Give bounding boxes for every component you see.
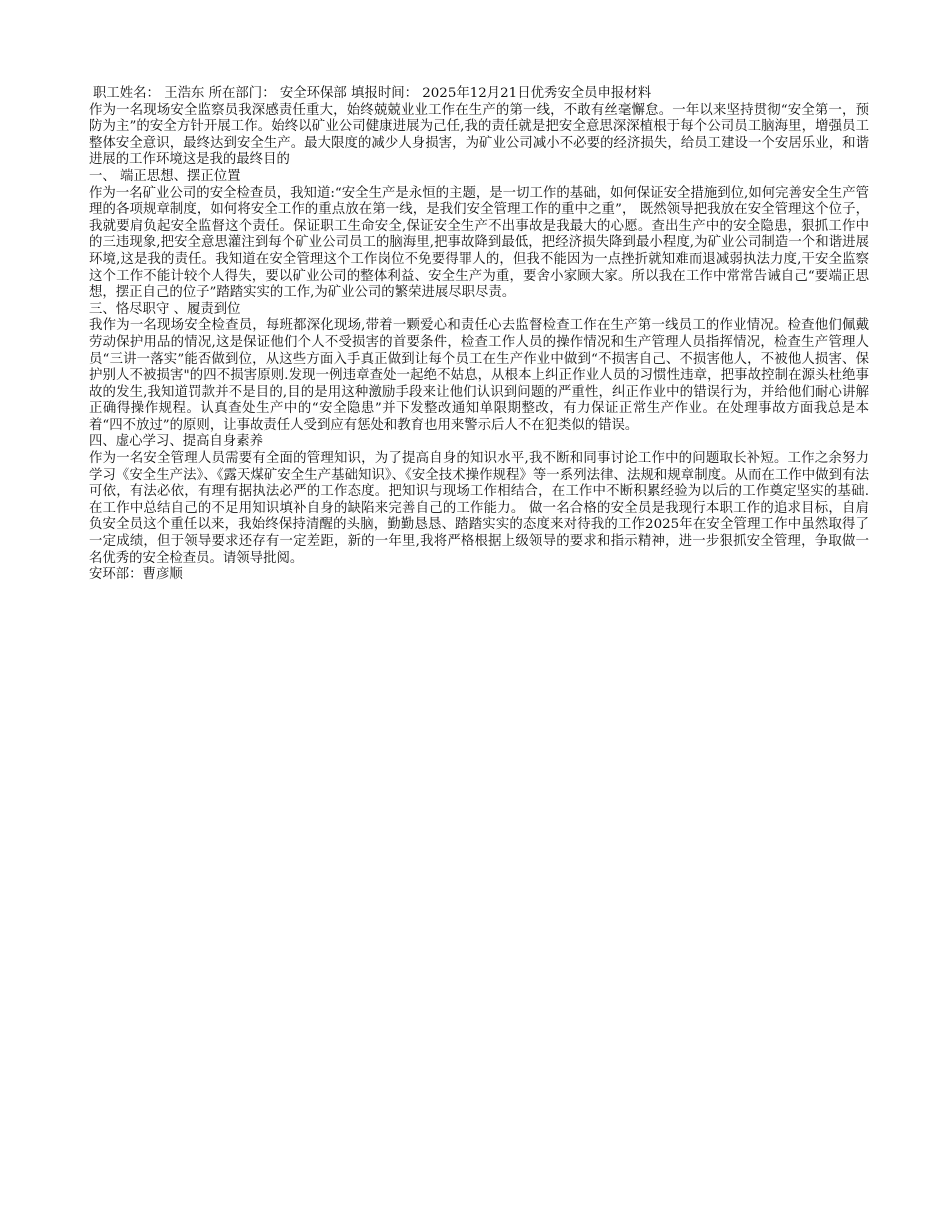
section-heading-4: 四、虚心学习、提高自身素养 [89,434,264,450]
section-heading-1: 一、 端正思想、摆正位置 [89,168,241,184]
section-body-1: 作为一名矿业公司的安全检查员，我知道:“安全生产是永恒的主题，是一切工作的基础，如何保证安全措施到位,如何完善安全生产管理的各项规章制度，如何将安全工作的重点放在第一线，是我们安全管理工作的重中之重”， 既然领导把我放在安全管理这个位子，我就要肩负起安全监督这个责任。保证职工生命安全,保证安全生产不出事故是我最大的心愿。查出生产中的安全隐患，狠抓工作中的三违现象,把安全意思灌注到每个矿业公司员工的脑海里,把事故降到最低，把经济损失降到最小程度,为矿业公司制造一个和谐进展环境,这是我的责任。我知道在安全管理这个工作岗位不免要得罪人的，但我不能因为一点挫折就知难而退减弱执法力度,干安全监察这个工作不能计较个人得失，要以矿业公司的整体利益、安全生产为重，要舍小家顾大家。所以我在工作中常常告诫自己“要端正思想，摆正自己的位子”踏踏实实的工作,为矿业公司的繁荣进展尽职尽责。 [89,185,869,301]
section-heading-3: 三、恪尽职守 、履责到位 [89,301,241,317]
section-body-3: 我作为一名现场安全检查员，每班都深化现场,带着一颗爱心和责任心去监督检查工作在生产第一线员工的作业情况。检查他们佩戴劳动保护用品的情况,这是保证他们个人不受损害的首要条件，检查工作人员的操作情况和生产管理人员指挥情况，检查生产管理人员“三讲一落实”能否做到位，从这些方面入手真正做到让每个员工在生产作业中做到“不损害自己、不损害他人，不被他人损害、保护别人不被损害"的四不损害原则.发现一例违章查处一起绝不姑息，从根本上纠正作业人员的习惯性违章，把事故控制在源头杜绝事故的发生,我知道罚款并不是目的,目的是用这种激励手段来让他们认识到问题的严重性，纠正作业中的错误行为，并给他们耐心讲解正确得操作规程。认真查处生产中的“安全隐患”并下发整改通知单限期整改，有力保证正常生产作业。在处理事故方面我总是本着“四不放过”的原则，让事故责任人受到应有惩处和教育也用来警示后人不在犯类似的错误。 [89,318,869,433]
document-header: 职工姓名： 王浩东 所在部门： 安全环保部 填报时间： 2025年12月21日优秀安全员申报材料 [93,86,652,101]
section-body-4: 作为一名安全管理人员需要有全面的管理知识，为了提高自身的知识水平,我不断和同事讨论工作中的问题取长补短。工作之余努力学习《安全生产法》、《露天煤矿安全生产基础知识》、《安全技术操作规程》等一系列法律、法规和规章制度。从而在工作中做到有法可依，有法必依，有理有据执法必严的工作态度。把知识与现场工作相结合，在工作中不断积累经验为以后的工作奠定坚实的基础.在工作中总结自己的不足用知识填补自身的缺陷来完善自己的工作能力。 做一名合格的安全员是我现行本职工作的追求目标，自肩负安全员这个重任以来，我始终保持清醒的头脑，勤勤恳恳、踏踏实实的态度来对待我的工作2025年在安全管理工作中虽然取得了一定成绩，但于领导要求还存有一定差距，新的一年里,我将严格根据上级领导的要求和指示精神，进一步狠抓安全管理，争取做一名优秀的安全检查员。请领导批阅。 [89,451,869,566]
intro-paragraph: 作为一名现场安全监察员我深感责任重大，始终兢兢业业工作在生产的第一线，不敢有丝毫懈怠。一年以来坚持贯彻“安全第一，预防为主”的安全方针开展工作。始终以矿业公司健康进展为己任,我的责任就是把安全意思深深植根于每个公司员工脑海里，增强员工整体安全意识，最终达到安全生产。最大限度的减少人身损害，为矿业公司减小不必要的经济损失，给员工建设一个安居乐业，和谐进展的工作环境这是我的最终目的 [89,102,869,168]
document-page [89,86,869,584]
signature: 安环部：曹彦顺 [89,567,183,583]
